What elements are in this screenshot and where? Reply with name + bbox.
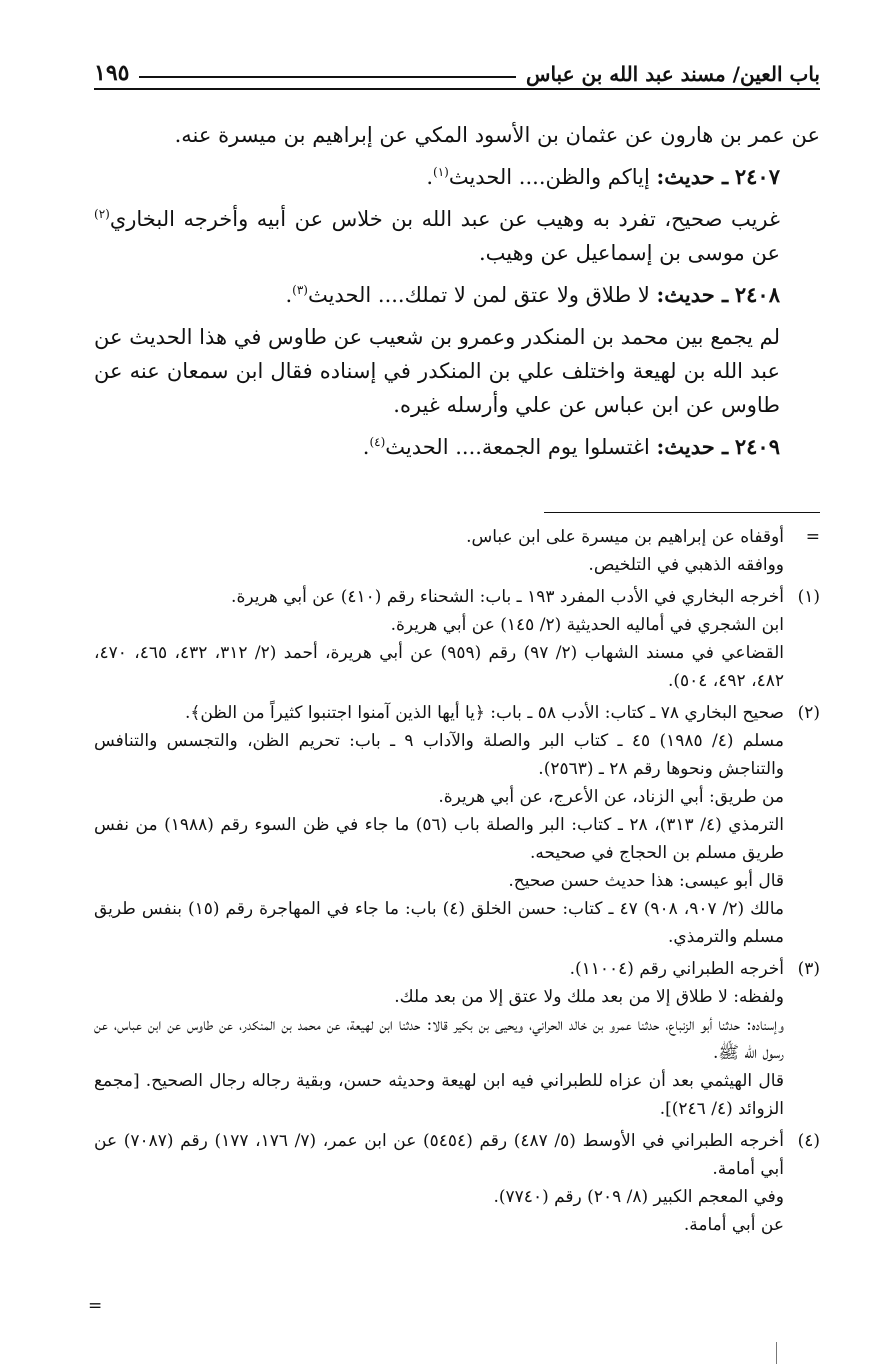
footnote-mark: (٣) — [797, 959, 820, 979]
footnote-4 — [94, 1127, 820, 1239]
footnote-ref: (١) — [433, 165, 449, 179]
running-title: باب العين/ مسند عبد الله بن عباس — [526, 62, 820, 86]
footnote-line: قال أبو عيسى: هذا حديث حسن صحيح. — [508, 871, 784, 891]
hadith-keyword: ـ حديث: — [656, 282, 729, 307]
commentary-2408: لم يجمع بين محمد بن المنكدر وعمرو بن شعيب عن طاوس في هذا الحديث عن عبد الله بن لهيعة واختلف علي بن المنكدر في إسناده فقال ابن سمعان عنه عن طاوس عن ابن عباس عن علي وأرسله غيره. — [94, 325, 780, 417]
period: . — [285, 283, 293, 307]
hadith-keyword: ـ حديث: — [656, 434, 729, 459]
footnote-line: أخرجه البخاري في الأدب المفرد ١٩٣ ـ باب: الشحناء رقم (٤١٠) عن أبي هريرة. — [231, 587, 784, 607]
hadith-text: لا طلاق ولا عتق لمن لا تملك.... الحديث — [307, 283, 650, 307]
footnote-line: أوقفاه عن إبراهيم بن ميسرة على ابن عباس. — [466, 527, 784, 547]
footnote-line: وفي المعجم الكبير (٨/ ٢٠٩) رقم (٧٧٤٠). — [493, 1187, 784, 1207]
footnote-mark: (١) — [797, 587, 820, 607]
footnote-2 — [94, 699, 820, 951]
hadith-heading-2407 — [94, 160, 820, 194]
hadith-text: اغتسلوا يوم الجمعة.... الحديث — [385, 435, 650, 459]
footnote-line: الترمذي (٤/ ٣١٣)، ٢٨ ـ كتاب: البر والصلة باب (٥٦) ما جاء في ظن السوء رقم (١٩٨٨) من نفس طريق مسلم بن الحجاج في صحيحه. — [94, 815, 784, 863]
scan-artifact — [776, 1342, 777, 1364]
header-rule — [94, 88, 820, 90]
hadith-number: ٢٤٠٧ — [734, 164, 780, 189]
footnote-line: صحيح البخاري ٧٨ ـ كتاب: الأدب ٥٨ ـ باب: ﴿يا أيها الذين آمنوا اجتنبوا كثيراً من الظن﴾. — [184, 703, 784, 723]
main-text — [94, 118, 820, 472]
footnote-line: ابن الشجري في أماليه الحديثية (٢/ ١٤٥) عن أبي هريرة. — [390, 615, 784, 635]
footnote-line: قال الهيثمي بعد أن عزاه للطبراني فيه ابن لهيعة وحديثه حسن، وبقية رجاله رجال الصحيح. [مجمع الزوائد (٤/ ٢٤٦)]. — [94, 1071, 784, 1119]
footnote-ref: (٣) — [292, 283, 308, 297]
text-line: عن عمر بن هارون عن عثمان بن الأسود المكي عن إبراهيم بن ميسرة عنه. — [174, 123, 820, 147]
footnote-mark: = — [805, 527, 820, 547]
footnote-line: أخرجه الطبراني رقم (١١٠٠٤). — [569, 959, 784, 979]
header-leader-line — [139, 76, 516, 78]
hadith-keyword: ـ حديث: — [656, 164, 729, 189]
hadith-heading-2408 — [94, 278, 820, 312]
running-header — [94, 52, 820, 86]
footnote-line: من طريق: أبي الزناد، عن الأعرج، عن أبي هريرة. — [438, 787, 784, 807]
footnote-line: ووافقه الذهبي في التلخيص. — [588, 555, 784, 575]
page-number: ١٩٥ — [94, 60, 130, 86]
footnote-continuation — [94, 523, 820, 579]
footnote-mark: (٤) — [797, 1131, 820, 1151]
footnote-line: عن أبي أمامة. — [683, 1215, 784, 1235]
footnote-1 — [94, 583, 820, 695]
footnote-separator — [544, 512, 820, 513]
hadith-number: ٢٤٠٩ — [734, 434, 780, 459]
footnote-ref: (٢) — [94, 207, 110, 221]
footnote-line: أخرجه الطبراني في الأوسط (٥/ ٤٨٧) رقم (٥٤٥٤) عن ابن عمر، (٧/ ١٧٦، ١٧٧) رقم (٧٠٨٧) عن أبي أمامة. — [94, 1131, 784, 1179]
footnote-line: ولفظه: لا طلاق إلا من بعد ملك ولا عتق إلا من بعد ملك. — [394, 987, 784, 1007]
footnote-ref: (٤) — [369, 435, 386, 449]
hadith-text: إياكم والظن.... الحديث — [448, 165, 650, 189]
hadith-number: ٢٤٠٨ — [734, 282, 780, 307]
footnotes — [94, 523, 820, 1243]
period: . — [362, 435, 370, 459]
footnote-3 — [94, 955, 820, 1123]
commentary-text-cont: عن موسى بن إسماعيل عن وهيب. — [478, 241, 780, 265]
commentary-2407 — [94, 202, 820, 270]
period: . — [426, 165, 434, 189]
footnote-line: القضاعي في مسند الشهاب (٢/ ٩٧) رقم (٩٥٩) عن أبي هريرة، أحمد (٢/ ٣١٢، ٤٣٢، ٤٦٥، ٤٧٠، ٤٨٢، ٤٩٢، ٥٠٤). — [94, 643, 784, 691]
hadith-heading-2409 — [94, 430, 820, 464]
footnote-line: مسلم (٤/ ١٩٨٥) ٤٥ ـ كتاب البر والصلة والآداب ٩ ـ باب: تحريم الظن، والتجسس والتنافس والتناجش ونحوها رقم ٢٨ ـ (٢٥٦٣). — [94, 731, 785, 779]
footnote-line: مالك (٢/ ٩٠٧، ٩٠٨) ٤٧ ـ كتاب: حسن الخلق (٤) باب: ما جاء في المهاجرة رقم (١٥) بنفس طريق مسلم والترمذي. — [94, 899, 784, 947]
footnote-line: وإسناده: حدثنا أبو الزنباع، حدثنا عمرو بن خالد الحراني، ويحيى بن بكير قالا: حدثنا ابن لهيعة، عن محمد بن المنكدر، عن طاوس عن ابن عباس، عن رسول الله ﷺ. — [94, 1015, 784, 1063]
commentary-text: غريب صحيح، تفرد به وهيب عن عبد الله بن خلاس عن أبيه وأخرجه البخاري — [109, 207, 780, 231]
continues-mark: = — [88, 1296, 103, 1316]
footnote-mark: (٢) — [797, 703, 820, 723]
